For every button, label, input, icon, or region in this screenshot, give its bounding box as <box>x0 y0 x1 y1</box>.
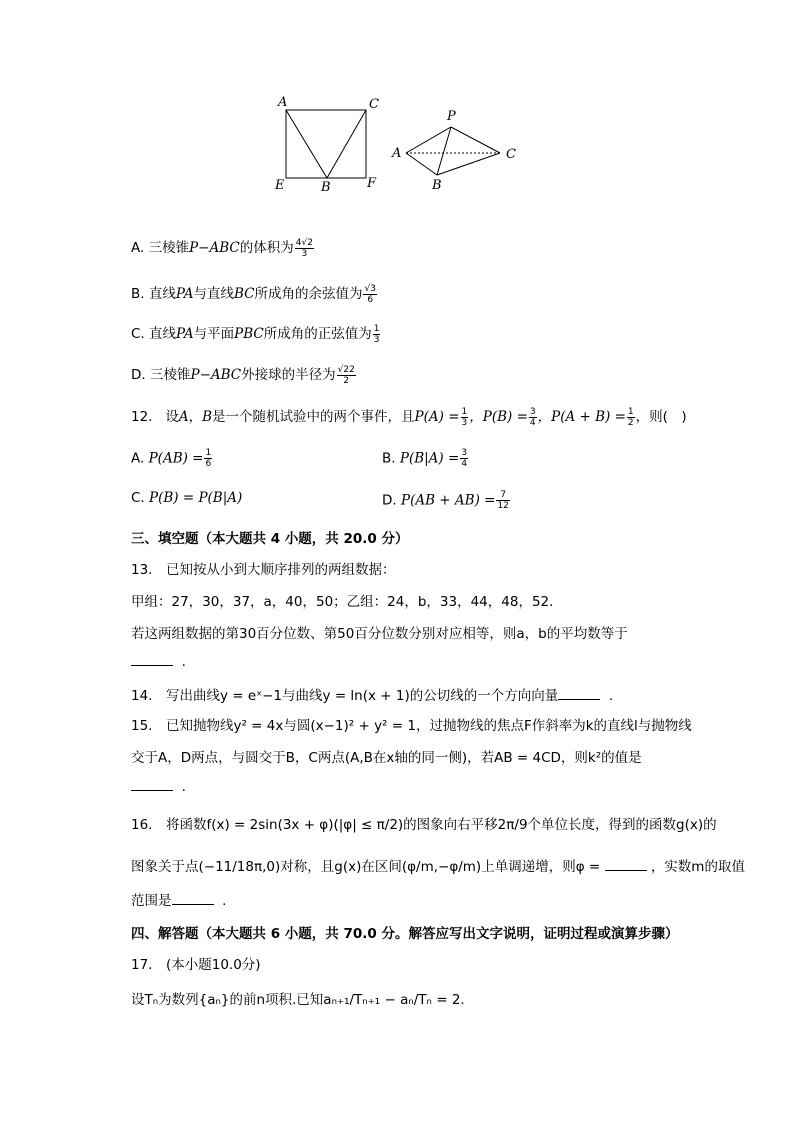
option-letter: D. <box>382 492 397 509</box>
label-A-left: A <box>278 95 288 110</box>
math-expr: B <box>202 409 213 425</box>
option-11A <box>131 236 315 259</box>
stem-text: 是一个随机试验中的两个事件，且 <box>212 409 415 425</box>
math-expr: P−ABC <box>190 367 242 383</box>
option-letter: C. <box>131 490 145 506</box>
question-13-line1: 13. 已知按从小到大顺序排列的两组数据： <box>131 562 396 578</box>
option-12C <box>131 490 242 506</box>
fraction <box>461 407 469 428</box>
math-expr: P(AB) = <box>148 450 204 467</box>
denominator: 4 <box>461 459 468 469</box>
stem-text: 范围是 <box>131 893 172 909</box>
math-expr: BC <box>233 286 255 302</box>
question-16-line1: 16. 将函数f(x) = 2sin(3x + φ)(|φ| ≤ π/2)的图象向右平移2π/9个单位长度，得到的函数g(x)的 <box>131 817 717 833</box>
option-text: 外接球的半径为 <box>241 367 336 383</box>
math-expr: PA <box>175 286 194 302</box>
question-17-header: 17. (本小题10.0分) <box>131 957 261 973</box>
question-16-line3 <box>131 889 226 909</box>
option-text: 所成角的正弦值为 <box>263 326 372 342</box>
fraction <box>496 490 509 511</box>
question-15-line3 <box>131 778 186 795</box>
stem-text: . <box>608 688 614 704</box>
numerator: 1 <box>461 406 468 417</box>
question-15-line1: 15. 已知抛物线y² = 4x与圆(x−1)² + y² = 1，过抛物线的焦点F作斜率为k的直线l与抛物线 <box>131 718 692 734</box>
question-13-line4 <box>131 653 186 670</box>
label-C-left: C <box>369 97 379 112</box>
option-12D <box>382 490 511 511</box>
numerator: 1 <box>373 323 380 334</box>
stem-text: 图象关于点(−11/18π,0)对称，且g(x)在区间(φ/m,−φ/m)上单调递增，则φ = <box>131 859 601 875</box>
option-12A <box>131 448 213 469</box>
label-A-right: A <box>392 146 402 161</box>
question-12-stem <box>131 405 687 428</box>
option-text: B. 直线 <box>131 286 176 302</box>
section-4-heading: 四、解答题（本大题共 6 小题，共 70.0 分。解答应写出文字说明，证明过程或演算步骤） <box>131 926 679 942</box>
fraction <box>627 407 635 428</box>
answer-blank[interactable] <box>558 687 600 700</box>
stem-text: ，实数m的取值 <box>650 859 745 875</box>
option-letter: B. <box>382 450 396 467</box>
segment-CB <box>327 110 366 178</box>
label-B-left: B <box>321 180 331 195</box>
segment-AB <box>286 110 327 178</box>
math-expr: P(B) = P(B|A) <box>149 490 243 506</box>
numerator: 3 <box>461 448 468 458</box>
denominator: 6 <box>205 459 212 469</box>
option-text: 与平面 <box>193 326 235 342</box>
fraction <box>295 238 314 259</box>
answer-blank[interactable] <box>605 858 647 871</box>
numerator: 3 <box>529 406 536 417</box>
numerator: 4√2 <box>295 237 313 248</box>
option-12B <box>382 448 469 469</box>
question-16-line2 <box>131 855 745 875</box>
math-expr: A <box>178 409 189 425</box>
numerator: √22 <box>337 364 355 375</box>
stem-text: 14. 写出曲线y = eˣ−1与曲线y = ln(x + 1)的公切线的一个方向向量 <box>131 688 559 704</box>
option-text: D. 三棱锥 <box>131 367 191 383</box>
stem-text: 设 <box>165 409 179 425</box>
option-11B <box>131 282 378 305</box>
answer-blank[interactable] <box>172 892 214 905</box>
label-P: P <box>447 109 456 124</box>
math-expr: P(B|A) = <box>399 450 460 467</box>
option-letter: A. <box>131 450 145 467</box>
answer-blank[interactable] <box>131 653 173 666</box>
numerator: 7 <box>496 490 509 501</box>
math-expr: ，P(A + B) = <box>537 409 626 425</box>
rectangle-ACFE <box>286 110 366 178</box>
denominator: 3 <box>373 334 380 345</box>
option-text: 所成角的余弦值为 <box>254 286 363 302</box>
label-E: E <box>275 178 285 193</box>
numerator: √3 <box>364 283 376 294</box>
numerator: 1 <box>205 448 212 458</box>
stem-text: . <box>181 779 186 795</box>
stem-text: ，则( ) <box>635 409 687 425</box>
numerator: 1 <box>627 406 634 417</box>
label-F: F <box>367 176 377 191</box>
question-15-line2: 交于A，D两点，与圆交于B，C两点(A,B在x轴的同一侧)，若AB = 4CD，则k²的值是 <box>131 750 642 766</box>
denominator: 6 <box>367 294 374 305</box>
segment-PC <box>451 127 500 153</box>
section-3-heading: 三、填空题（本大题共 4 小题，共 20.0 分） <box>131 531 409 547</box>
option-text: 的体积为 <box>239 240 294 256</box>
label-B-right: B <box>432 178 442 193</box>
segment-BC-right <box>437 153 500 175</box>
stem-text: . <box>222 893 227 909</box>
denominator: 3 <box>461 417 468 428</box>
stem-text: ， <box>188 409 203 425</box>
math-expr: ，P(B) = <box>469 409 528 425</box>
option-text: A. 三棱锥 <box>131 240 190 256</box>
fraction <box>373 324 381 345</box>
math-expr: PA <box>176 326 194 342</box>
question-13-line2: 甲组：27，30，37，a，40，50；乙组：24，b，33，44，48，52. <box>131 594 554 610</box>
denominator: 12 <box>497 501 509 511</box>
math-expr: P(A) = <box>414 409 460 425</box>
math-expr: P−ABC <box>189 240 240 256</box>
option-11C <box>131 322 381 345</box>
geometry-figure <box>270 90 530 200</box>
option-text: C. 直线 <box>131 326 177 342</box>
fraction <box>363 284 376 305</box>
math-expr: P(AB + AB) = <box>400 492 496 509</box>
stem-text: . <box>181 654 186 670</box>
fraction <box>204 448 212 469</box>
denominator: 2 <box>343 375 350 386</box>
question-number: 12. <box>131 409 153 425</box>
segment-AB-right <box>406 153 437 175</box>
denominator: 4 <box>529 417 536 428</box>
denominator: 2 <box>627 417 634 428</box>
question-13-line3: 若这两组数据的第30百分位数、第50百分位数分别对应相等，则a，b的平均数等于 <box>131 626 628 642</box>
label-C-right: C <box>506 147 516 162</box>
answer-blank[interactable] <box>131 778 173 791</box>
option-11D <box>131 363 357 386</box>
fraction <box>529 407 537 428</box>
fraction <box>460 448 468 469</box>
math-expr: PBC <box>234 326 264 342</box>
question-14 <box>131 684 613 704</box>
question-17-line: 设Tₙ为数列{aₙ}的前n项积.已知aₙ₊₁/Tₙ₊₁ − aₙ/Tₙ = 2. <box>131 992 465 1008</box>
option-text: 与直线 <box>193 286 234 302</box>
fraction <box>337 365 356 386</box>
denominator: 3 <box>301 248 308 259</box>
